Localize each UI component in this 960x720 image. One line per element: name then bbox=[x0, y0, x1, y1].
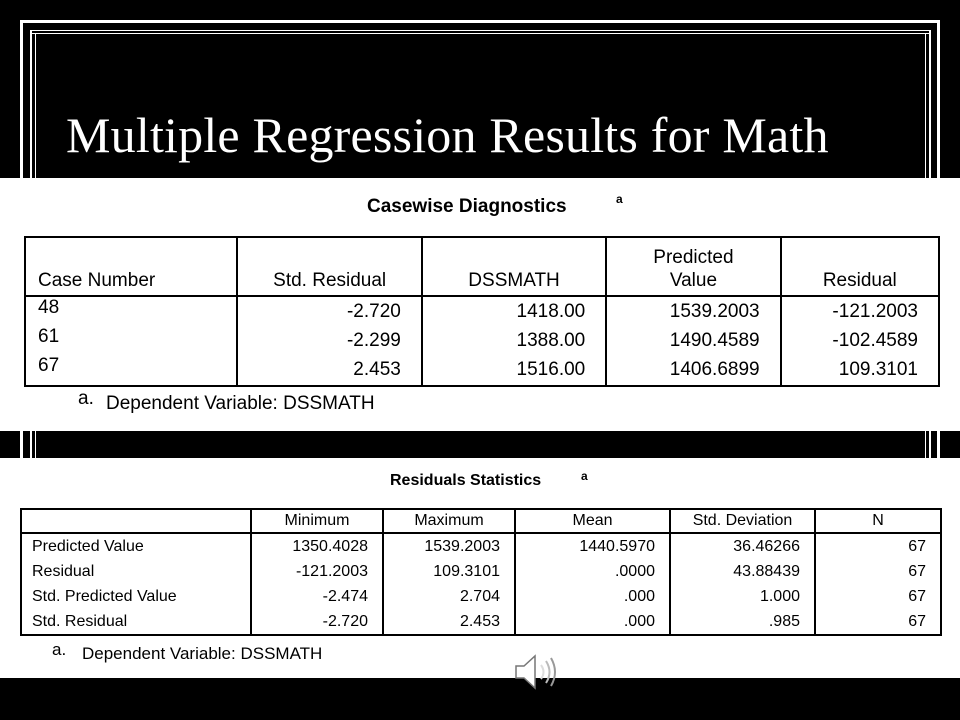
header-minimum: Minimum bbox=[251, 509, 383, 533]
residuals-statistics-panel bbox=[0, 458, 960, 678]
dssmath-cell: 1388.00 bbox=[422, 326, 606, 355]
row-label: Std. Residual bbox=[32, 612, 128, 630]
row-label: Std. Predicted Value bbox=[32, 587, 177, 605]
n-cell: 67 bbox=[815, 609, 941, 635]
row-label: Predicted Value bbox=[32, 537, 144, 555]
frame-left-outer bbox=[20, 20, 23, 178]
residuals-footnote-marker: a. bbox=[52, 640, 67, 659]
header-predicted-line2: Value bbox=[669, 270, 718, 291]
residuals-title: Residuals Statistics bbox=[390, 472, 542, 489]
header-maximum: Maximum bbox=[383, 509, 515, 533]
frame-top-outer bbox=[20, 20, 940, 23]
header-predicted-value bbox=[606, 237, 780, 296]
case-number-cell: 48 bbox=[38, 297, 60, 318]
header-mean: Mean bbox=[515, 509, 670, 533]
std-deviation-cell: 36.46266 bbox=[670, 533, 815, 559]
std-residual-cell: 2.453 bbox=[237, 355, 421, 386]
mean-cell: 1440.5970 bbox=[515, 533, 670, 559]
frame-right-line bbox=[925, 33, 926, 178]
header-std-deviation: Std. Deviation bbox=[670, 509, 815, 533]
n-cell: 67 bbox=[815, 533, 941, 559]
header-predicted-line1: Predicted bbox=[653, 247, 734, 268]
table-row bbox=[25, 326, 939, 355]
header-residual: Residual bbox=[781, 237, 939, 296]
table-row bbox=[25, 296, 939, 326]
residuals-title-superscript: a bbox=[581, 469, 588, 483]
table-row bbox=[21, 584, 941, 609]
mean-cell: .000 bbox=[515, 584, 670, 609]
std-residual-cell: -2.720 bbox=[237, 296, 421, 326]
frame-left-outer-mid bbox=[20, 431, 23, 458]
std-deviation-cell: .985 bbox=[670, 609, 815, 635]
dssmath-cell: 1418.00 bbox=[422, 296, 606, 326]
maximum-cell: 1539.2003 bbox=[383, 533, 515, 559]
table-row bbox=[21, 533, 941, 559]
casewise-diagnostics-panel bbox=[0, 178, 960, 431]
residual-cell: -121.2003 bbox=[781, 296, 939, 326]
predicted-value-cell: 1490.4589 bbox=[606, 326, 780, 355]
header-blank bbox=[21, 509, 251, 533]
residuals-footnote-text: Dependent Variable: DSSMATH bbox=[82, 644, 323, 663]
mean-cell: .000 bbox=[515, 609, 670, 635]
frame-left-inner bbox=[30, 30, 32, 178]
predicted-value-cell: 1539.2003 bbox=[606, 296, 780, 326]
frame-left-inner-mid bbox=[30, 431, 32, 458]
row-label: Residual bbox=[32, 562, 95, 580]
case-number-cell: 61 bbox=[38, 326, 60, 347]
header-std-residual: Std. Residual bbox=[237, 237, 421, 296]
minimum-cell: -2.474 bbox=[251, 584, 383, 609]
table-row bbox=[21, 609, 941, 635]
table-row bbox=[25, 355, 939, 386]
minimum-cell: -2.720 bbox=[251, 609, 383, 635]
residual-cell: 109.3101 bbox=[781, 355, 939, 386]
maximum-cell: 109.3101 bbox=[383, 559, 515, 584]
header-n: N bbox=[815, 509, 941, 533]
frame-right-inner-mid bbox=[929, 431, 931, 458]
residuals-header-row bbox=[21, 509, 941, 533]
frame-right-outer-mid bbox=[937, 431, 940, 458]
frame-right-line-mid bbox=[925, 431, 926, 458]
header-dssmath: DSSMATH bbox=[422, 237, 606, 296]
table-row bbox=[21, 559, 941, 584]
case-number-cell: 67 bbox=[38, 355, 60, 376]
maximum-cell: 2.453 bbox=[383, 609, 515, 635]
n-cell: 67 bbox=[815, 559, 941, 584]
residual-cell: -102.4589 bbox=[781, 326, 939, 355]
std-deviation-cell: 1.000 bbox=[670, 584, 815, 609]
predicted-value-cell: 1406.6899 bbox=[606, 355, 780, 386]
header-case-number: Case Number bbox=[25, 237, 237, 296]
minimum-cell: 1350.4028 bbox=[251, 533, 383, 559]
maximum-cell: 2.704 bbox=[383, 584, 515, 609]
std-deviation-cell: 43.88439 bbox=[670, 559, 815, 584]
speaker-icon[interactable] bbox=[508, 650, 560, 694]
frame-top-line bbox=[30, 33, 930, 34]
dssmath-cell: 1516.00 bbox=[422, 355, 606, 386]
frame-right-inner bbox=[929, 30, 931, 178]
casewise-header-row bbox=[25, 237, 939, 296]
n-cell: 67 bbox=[815, 584, 941, 609]
frame-top-inner bbox=[30, 30, 930, 31]
frame-left-line bbox=[35, 33, 36, 178]
mean-cell: .0000 bbox=[515, 559, 670, 584]
residuals-statistics-table bbox=[20, 508, 942, 636]
frame-left-line-mid bbox=[35, 431, 36, 458]
slide-title: Multiple Regression Results for Math bbox=[66, 107, 829, 163]
casewise-table bbox=[24, 236, 940, 387]
casewise-footnote-marker: a. bbox=[78, 388, 94, 409]
casewise-title: Casewise Diagnostics bbox=[367, 196, 567, 217]
minimum-cell: -121.2003 bbox=[251, 559, 383, 584]
casewise-footnote-text: Dependent Variable: DSSMATH bbox=[106, 393, 375, 414]
frame-right-outer bbox=[937, 20, 940, 178]
std-residual-cell: -2.299 bbox=[237, 326, 421, 355]
casewise-title-superscript: a bbox=[616, 192, 623, 206]
